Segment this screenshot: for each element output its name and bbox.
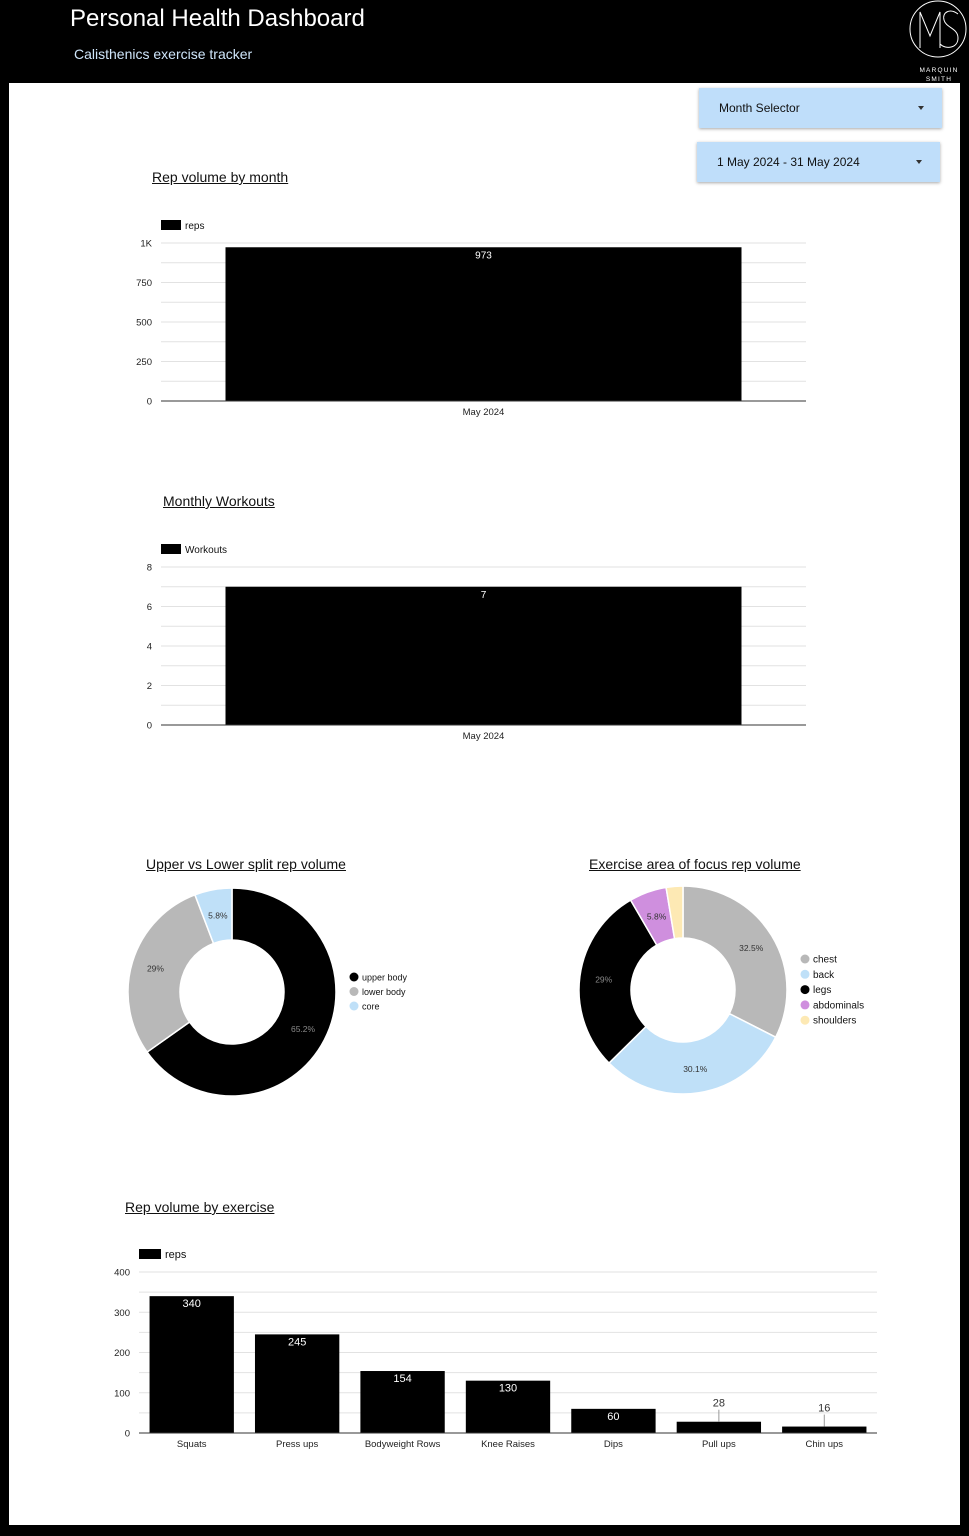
- slice-label: 5.8%: [208, 910, 228, 921]
- rep-volume-by-month-chart: [100, 205, 830, 435]
- month-selector-label: Month Selector: [719, 101, 800, 115]
- x-tick-label: Pull ups: [701, 1439, 736, 1450]
- x-tick-label: Dips: [603, 1439, 623, 1450]
- legend-swatch: [161, 544, 181, 554]
- legend-label: back: [813, 969, 835, 981]
- y-tick-label: 750: [136, 278, 152, 289]
- legend-dot: [350, 987, 359, 996]
- x-tick-label: Press ups: [276, 1439, 319, 1450]
- area-of-focus-donut: [560, 880, 900, 1110]
- data-label: 16: [818, 1402, 831, 1415]
- header-bar: [0, 0, 969, 83]
- legend-label: abdominals: [813, 1000, 865, 1012]
- chart-title-rep-volume-by-month: Rep volume by month: [152, 169, 289, 185]
- data-label: 340: [182, 1298, 201, 1311]
- slice-label: 5.8%: [646, 911, 667, 922]
- pie-slice: [128, 895, 213, 1052]
- y-tick-label: 100: [114, 1388, 130, 1400]
- svg-text:SMITH: SMITH: [925, 76, 953, 83]
- data-label: 130: [498, 1382, 518, 1395]
- bar: [782, 1427, 866, 1433]
- bar: [255, 1334, 339, 1433]
- brand-logo: [906, 0, 969, 83]
- legend-dot: [801, 1000, 810, 1009]
- monthly-workouts-chart: [100, 530, 830, 760]
- legend-label: upper body: [362, 972, 408, 983]
- data-label: 973: [475, 250, 492, 262]
- x-tick-label: Bodyweight Rows: [364, 1439, 441, 1450]
- legend-label: shoulders: [813, 1015, 857, 1027]
- bar: [150, 1296, 234, 1433]
- chevron-down-icon: [918, 106, 924, 110]
- svg-text:MARQUIN: MARQUIN: [919, 67, 959, 74]
- x-tick-label: Squats: [176, 1439, 207, 1450]
- y-tick-label: 0: [124, 1428, 130, 1440]
- y-tick-label: 0: [146, 720, 152, 732]
- x-tick-label: Knee Raises: [481, 1439, 535, 1450]
- x-tick-label: May 2024: [462, 731, 505, 742]
- y-tick-label: 400: [114, 1267, 130, 1279]
- legend-label: chest: [813, 954, 837, 966]
- legend-dot: [801, 970, 810, 979]
- data-label: 154: [393, 1373, 412, 1386]
- legend-label: reps: [165, 1249, 187, 1261]
- bar: [226, 247, 742, 401]
- legend-dot: [801, 1016, 810, 1025]
- y-tick-label: 250: [136, 357, 152, 368]
- legend-label: reps: [185, 221, 205, 232]
- legend-swatch: [139, 1249, 161, 1259]
- y-tick-label: 300: [114, 1307, 130, 1319]
- slice-label: 65.2%: [290, 1023, 316, 1034]
- chart-title-area-of-focus: Exercise area of focus rep volume: [589, 856, 801, 872]
- legend-dot: [801, 955, 810, 964]
- x-tick-label: Chin ups: [805, 1439, 844, 1450]
- chevron-down-icon: [916, 160, 922, 164]
- slice-label: 32.5%: [739, 943, 764, 954]
- legend-dot: [350, 1002, 359, 1011]
- bar: [226, 587, 742, 725]
- slice-label: 29%: [146, 963, 164, 974]
- slice-label: 30.1%: [683, 1064, 708, 1075]
- legend-label: lower body: [362, 987, 406, 997]
- y-tick-label: 4: [146, 641, 152, 653]
- chart-title-monthly-workouts: Monthly Workouts: [163, 493, 275, 509]
- y-tick-label: 8: [146, 562, 152, 574]
- chart-title-rep-volume-by-exercise: Rep volume by exercise: [125, 1199, 275, 1215]
- date-range-dropdown[interactable]: [697, 142, 940, 182]
- x-tick-label: May 2024: [462, 407, 505, 418]
- y-tick-label: 6: [146, 602, 152, 613]
- y-tick-label: 0: [146, 396, 152, 408]
- legend-swatch: [161, 220, 181, 230]
- data-label: 7: [480, 589, 487, 601]
- legend-dot: [350, 973, 359, 982]
- y-tick-label: 2: [146, 681, 152, 692]
- bar: [677, 1422, 761, 1433]
- legend-dot: [801, 985, 810, 994]
- page-subtitle: Calisthenics exercise tracker: [74, 46, 253, 62]
- legend-label: Workouts: [185, 545, 228, 556]
- data-label: 28: [712, 1397, 725, 1410]
- legend-label: core: [362, 1001, 380, 1012]
- rep-volume-by-exercise-chart: [90, 1235, 900, 1465]
- y-tick-label: 200: [114, 1348, 130, 1359]
- upper-lower-split-donut: [110, 880, 440, 1110]
- chart-title-upper-lower-split: Upper vs Lower split rep volume: [146, 856, 346, 872]
- legend-label: legs: [813, 985, 832, 997]
- pie-slice: [683, 886, 787, 1037]
- y-tick-label: 500: [136, 317, 152, 329]
- y-tick-label: 1K: [140, 238, 152, 250]
- data-label: 60: [607, 1410, 620, 1423]
- month-selector-dropdown[interactable]: [699, 88, 942, 128]
- data-label: 245: [287, 1336, 307, 1349]
- date-range-label: 1 May 2024 - 31 May 2024: [717, 155, 860, 169]
- slice-label: 29%: [595, 974, 613, 985]
- page-title: Personal Health Dashboard: [70, 5, 365, 32]
